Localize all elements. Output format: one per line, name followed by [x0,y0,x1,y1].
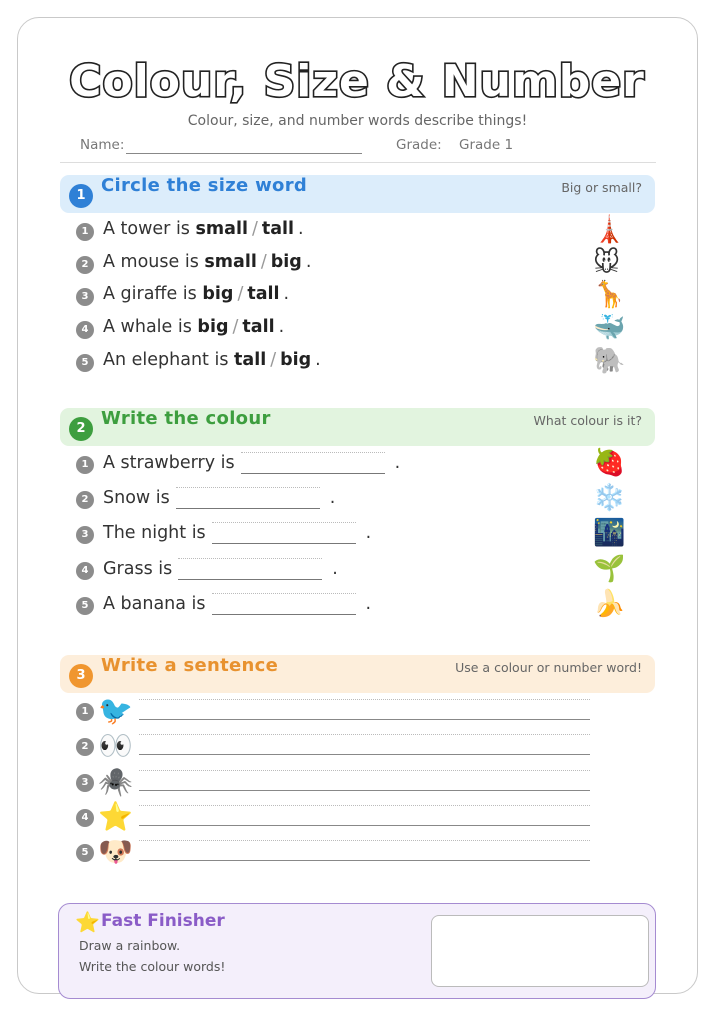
writing-line[interactable] [139,790,590,791]
answer-blank[interactable] [176,487,320,509]
answer-blank[interactable] [241,452,385,474]
question-number: 5 [76,844,94,862]
choice-separator: / [251,219,258,239]
question-number: 4 [76,809,94,827]
picture-icon: 🦒 [593,280,626,310]
sentence-row [76,695,596,729]
size-question-row [76,215,636,248]
name-field[interactable] [126,153,362,154]
size-question-row [76,248,636,281]
picture-icon: 🍌 [593,589,626,619]
section-hint: Use a colour or number word! [455,660,642,675]
colour-question-row [76,518,636,551]
star-icon: ⭐ [75,910,100,934]
fast-finisher-heading: Fast Finisher [101,911,225,931]
picture-icon: ❄️ [593,483,626,513]
size-question-row [76,280,636,313]
question-number: 3 [76,288,94,306]
size-choice-b[interactable]: tall [242,317,275,337]
choice-separator: / [232,317,239,337]
picture-icon: 🐶 [98,835,133,868]
size-question-row [76,346,636,379]
size-choice-b[interactable]: tall [247,284,280,304]
section-size-banner [60,175,655,213]
choice-separator: / [237,284,244,304]
question-text [103,317,284,337]
question-text [103,350,321,370]
page-title-art [0,38,715,118]
size-choice-a[interactable]: tall [234,350,267,370]
question-number: 2 [76,256,94,274]
question-number: 1 [76,703,94,721]
writing-line[interactable] [139,860,590,861]
question-text [103,252,311,272]
question-number: 4 [76,562,94,580]
question-text [103,522,371,544]
question-text [103,558,338,580]
question-number: 1 [76,456,94,474]
section-hint: Big or small? [561,180,642,195]
writing-guide-line [139,699,590,700]
writing-line[interactable] [139,719,590,720]
writing-guide-line [139,770,590,771]
picture-icon: 🐘 [593,346,626,376]
page-subtitle: Colour, size, and number words describe things! [187,113,528,129]
fast-finisher-box [58,903,656,999]
sentence-row [76,836,596,870]
picture-icon: 👀 [98,729,133,762]
choice-separator: / [270,350,277,370]
question-number: 4 [76,321,94,339]
section-heading: Write the colour [101,408,271,429]
picture-icon: ⭐ [98,800,133,833]
question-stem: A strawberry is [103,453,235,473]
fast-finisher-instruction-1: Draw a rainbow. [79,938,181,953]
section-colour-banner [60,408,655,446]
size-choice-a[interactable]: big [197,317,229,337]
rainbow-drawing-area[interactable] [431,915,649,987]
question-number: 5 [76,354,94,372]
question-stem: An elephant is [103,350,229,370]
page-title [0,38,715,118]
period: . [278,317,285,337]
size-choice-a[interactable]: small [195,219,248,239]
picture-icon: 🐳 [593,313,626,343]
size-choice-a[interactable]: small [204,252,257,272]
period: . [315,350,321,370]
question-text [103,284,289,304]
picture-icon: 🐦 [98,694,133,727]
question-stem: A mouse is [103,252,199,272]
period: . [298,219,304,239]
question-number: 2 [76,491,94,509]
colour-question-row [76,589,636,622]
section-heading: Write a sentence [101,655,279,676]
picture-icon: 🐭 [593,248,621,278]
question-stem: A tower is [103,219,190,239]
writing-guide-line [139,840,590,841]
period: . [365,523,372,543]
answer-blank[interactable] [212,522,356,544]
answer-blank[interactable] [178,558,322,580]
question-stem: Snow is [103,488,170,508]
picture-icon: 🍓 [593,448,626,478]
question-number: 3 [76,526,94,544]
section-number-badge: 2 [69,417,93,441]
answer-blank[interactable] [212,593,356,615]
section-sentence-banner [60,655,655,693]
section-number-badge: 1 [69,184,93,208]
writing-line[interactable] [139,825,590,826]
question-text [103,219,304,239]
question-number: 5 [76,597,94,615]
fast-finisher-instruction-2: Write the colour words! [79,959,226,974]
question-number: 1 [76,223,94,241]
sentence-row [76,766,596,800]
colour-question-row [76,554,636,587]
question-text [103,487,335,509]
size-question-row [76,313,636,346]
picture-icon: 🌱 [593,554,626,584]
picture-icon: 🕷️ [98,765,133,798]
colour-question-row [76,483,636,516]
size-choice-b[interactable]: big [270,252,302,272]
writing-line[interactable] [139,754,590,755]
question-text [103,593,371,615]
question-stem: A whale is [103,317,192,337]
section-number-badge: 3 [69,664,93,688]
period: . [332,559,338,579]
sentence-row [76,730,596,764]
question-stem: Grass is [103,559,173,579]
section-heading: Circle the size word [101,175,308,196]
question-number: 3 [76,774,94,792]
size-choice-b[interactable]: big [280,350,312,370]
grade-value: Grade 1 [459,137,514,153]
question-stem: A giraffe is [103,284,197,304]
question-text [103,452,400,474]
period: . [305,252,312,272]
page-title-text: Colour, Size & Number [69,56,645,107]
period: . [394,453,401,473]
size-choice-b[interactable]: tall [261,219,295,239]
writing-guide-line [139,805,590,806]
picture-icon: 🌃 [593,518,626,548]
name-label: Name: [80,137,125,153]
section-hint: What colour is it? [533,413,642,428]
sentence-row [76,801,596,835]
period: . [365,594,372,614]
size-choice-a[interactable]: big [202,284,234,304]
writing-guide-line [139,734,590,735]
period: . [283,284,290,304]
colour-question-row [76,448,636,481]
question-stem: A banana is [103,594,206,614]
period: . [329,488,336,508]
question-number: 2 [76,738,94,756]
header-divider [60,162,656,163]
grade-label: Grade: [396,137,442,153]
picture-icon: 🗼 [593,215,626,245]
question-stem: The night is [103,523,206,543]
choice-separator: / [260,252,267,272]
